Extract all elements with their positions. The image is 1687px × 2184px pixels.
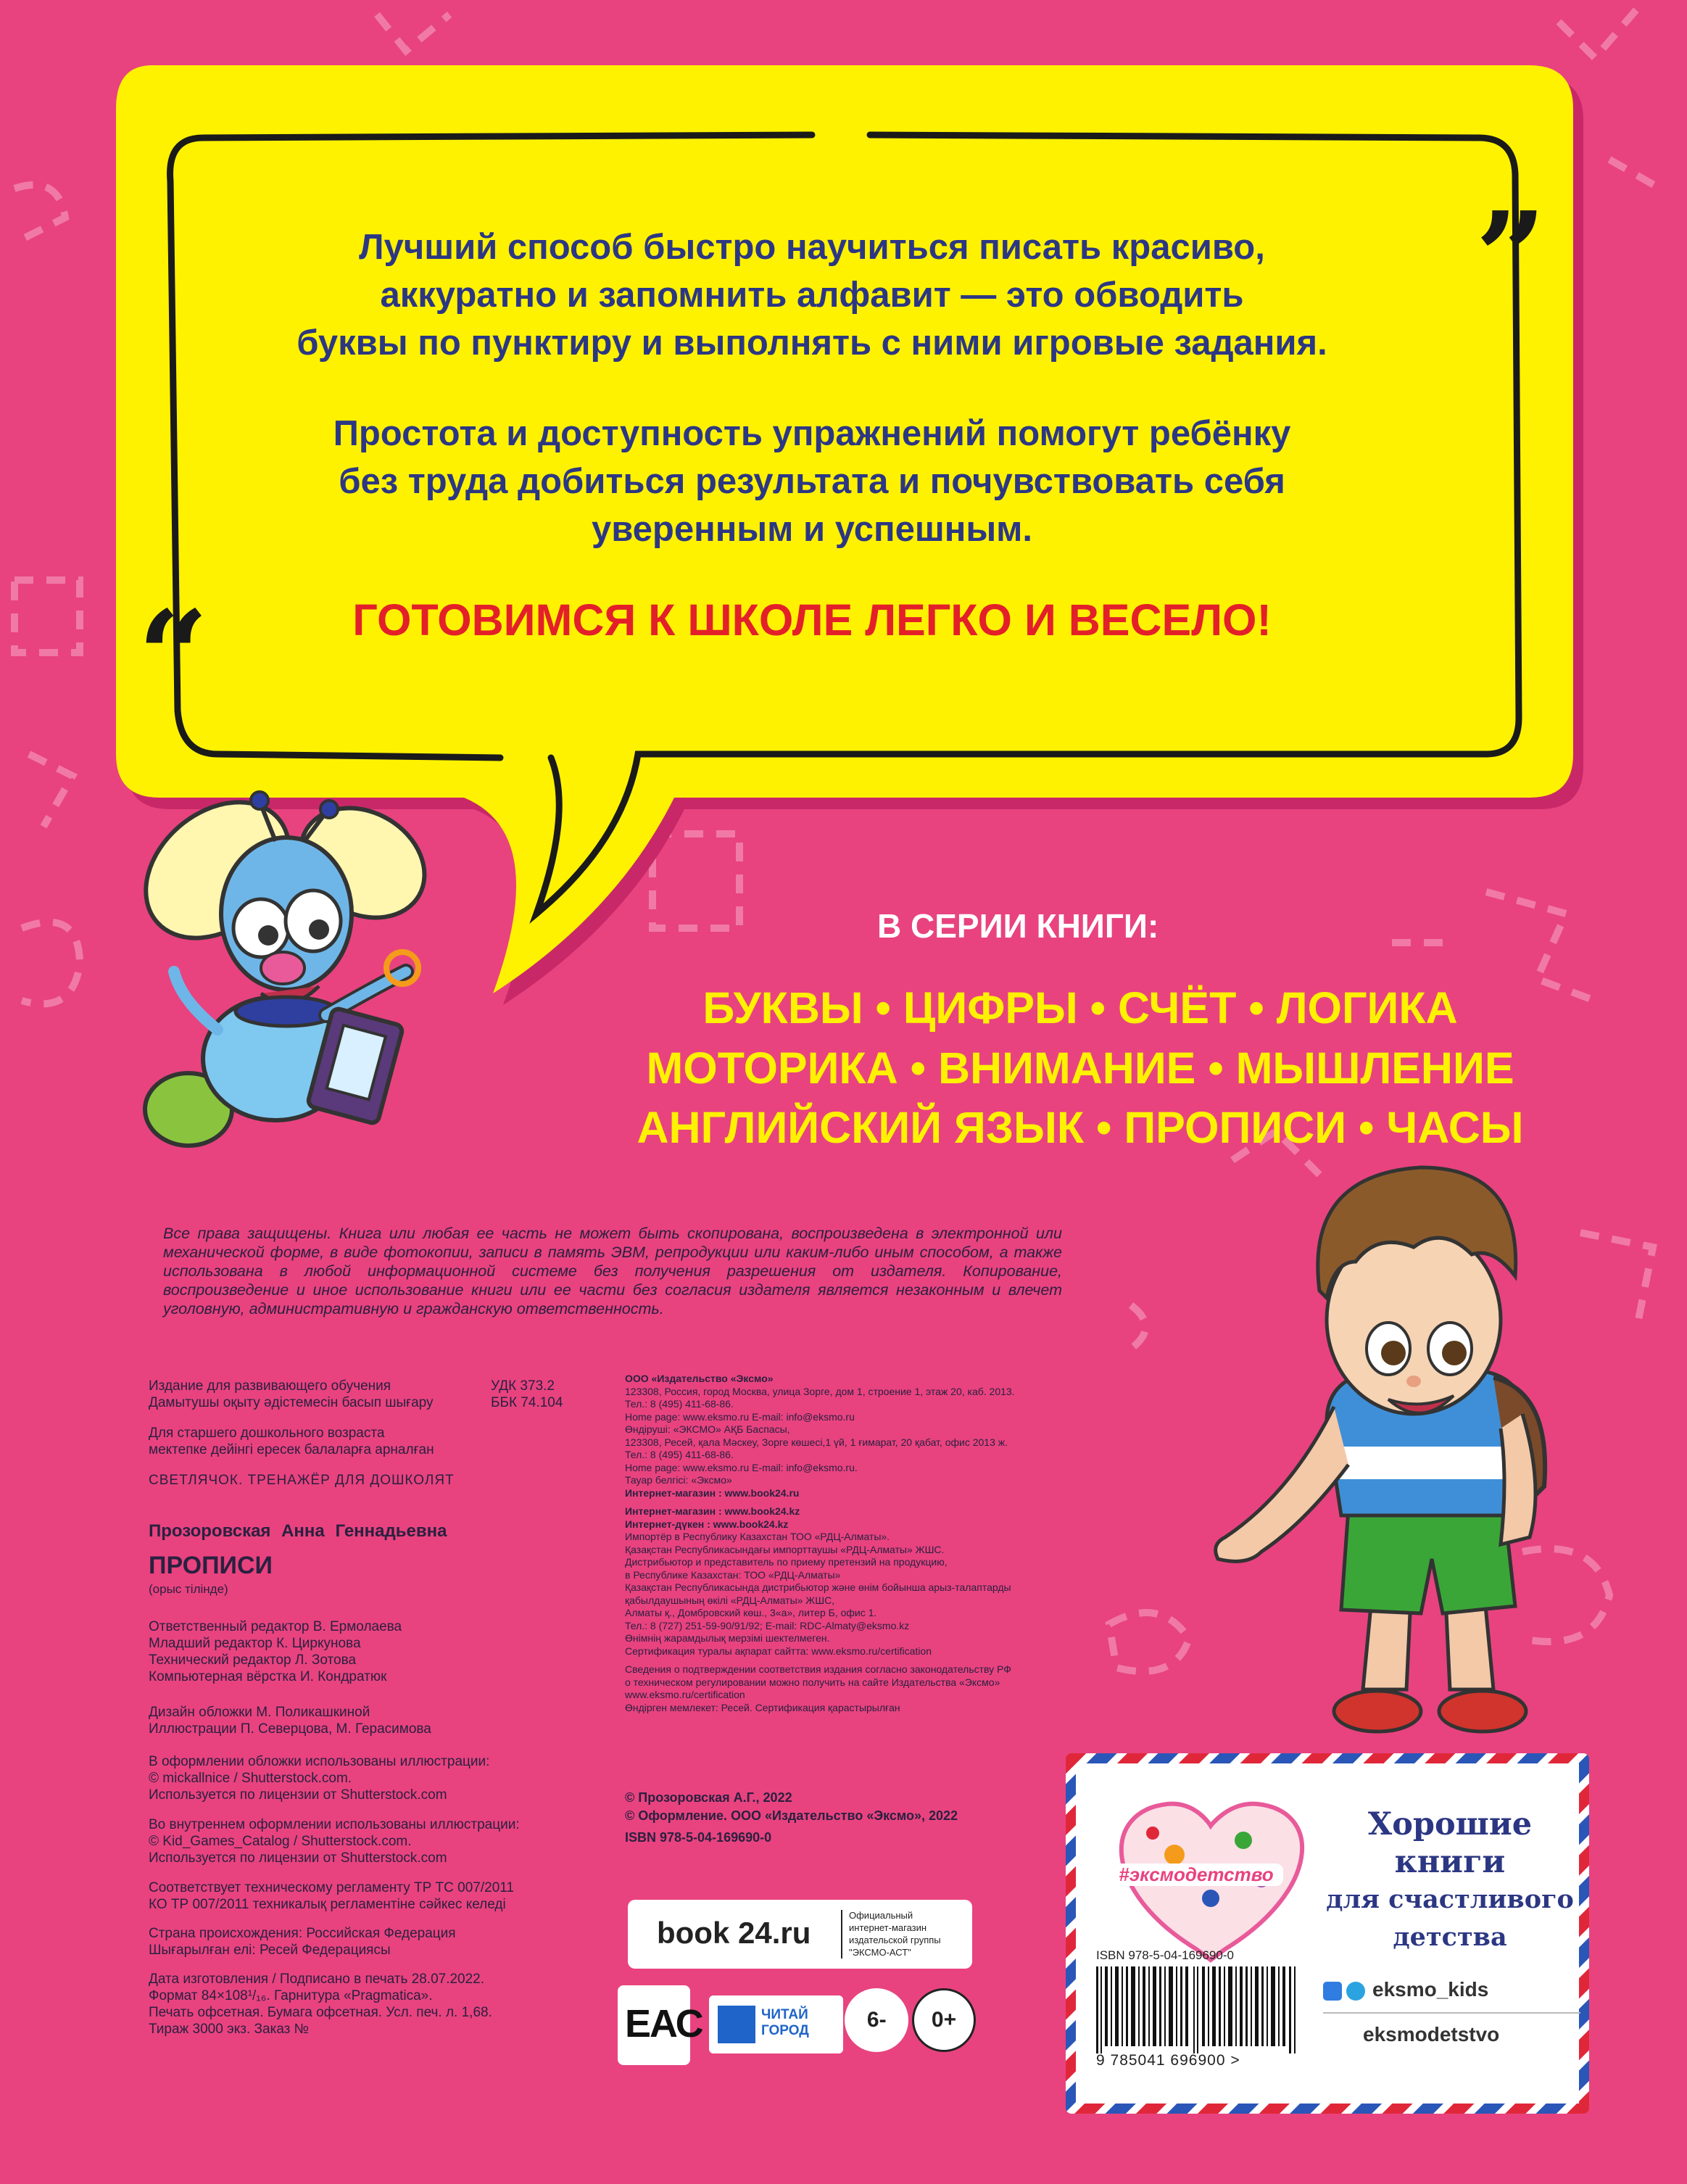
chitai-gorod-line: ГОРОД [761,2023,809,2038]
intro-line: Лучший способ быстро научиться писать красиво, [359,228,1265,267]
production-line: Печать офсетная. Бумага офсетная. Усл. печ. л. 1,68. [149,2005,492,2020]
book-title: ПРОПИСИ [149,1552,273,1579]
audience [149,1425,434,1458]
book24-desc-line: Официальный [849,1910,913,1921]
promo-line: книги [1394,1844,1506,1880]
importer-line: қабылдаушының өкілі «РДЦ-Алматы» ЖШС, [625,1594,835,1606]
importer-line: Алматы қ., Домбровский көш., 3«а», литер Б, офис 1. [625,1607,877,1618]
publisher-line: Өндіруші: «ЭКСМО» АҚБ Баспасы, [625,1423,790,1435]
classification [491,1378,563,1411]
certification-line: о техническом регулировании можно получить на сайте Издательства «Эксмо» [625,1676,1000,1688]
age-badge-kz-text: 6- [866,2008,887,2032]
importer-line: Дистрибьютор и представитель по приему претензий на продукцию, [625,1556,948,1568]
intro-line: буквы по пунктиру и выполнять с ними игровые задания. [297,323,1327,363]
promo-line: для счастливого [1326,1885,1574,1914]
copyright-line: © Оформление. ООО «Издательство «Эксмо», 2022 [625,1808,958,1823]
staff-line: Технический редактор Л. Зотова [149,1653,357,1668]
inner-illustrations-credit [149,1816,520,1866]
credit-line: © mickallnice / Shutterstock.com. [149,1771,352,1786]
barcode [1096,1966,1299,2053]
language: (орыс тілінде) [149,1582,228,1596]
regulation-line: Соответствует техническому регламенту ТР ТС 007/2011 [149,1880,515,1895]
regulation [149,1879,514,1913]
importer-line: Қазақстан Республикасындағы импорттаушы «РДЦ-Алматы» ЖШС. [625,1543,945,1555]
purpose [149,1378,434,1411]
book24-banner [628,1900,972,1969]
book24-description [849,1909,941,1958]
slogan: ГОТОВИМСЯ К ШКОЛЕ ЛЕГКО И ВЕСЕЛО! [352,595,1272,645]
book24-logo: book 24.ru [657,1916,811,1950]
vk-icon[interactable] [1323,1982,1342,2001]
design-line: Дизайн обложки М. Поликашкиной [149,1705,370,1720]
origin-line: Страна происхождения: Российская Федерация [149,1926,456,1941]
benefit-paragraph [174,410,1450,553]
benefit-line: уверенным и успешным. [591,510,1033,549]
closing-quote-icon: ” [1475,185,1546,330]
online-shop: Интернет-магазин : www.book24.kz [625,1505,800,1517]
regulation-line: КО ТР 007/2011 техникалық регламентіне сәйкес келеді [149,1897,506,1912]
barcode-number: 9 785041 696900 > [1096,2052,1240,2069]
credit-line: © Kid_Games_Catalog / Shutterstock.com. [149,1834,412,1849]
staff-line: Младший редактор К. Циркунова [149,1636,361,1651]
social-handle-detstvo[interactable]: eksmodetstvo [1363,2023,1500,2046]
series-line: АНГЛИЙСКИЙ ЯЗЫК • ПРОПИСИ • ЧАСЫ [637,1103,1524,1152]
book24-desc-line: издательской группы [849,1935,941,1945]
benefit-line: Простота и доступность упражнений помогут ребёнку [333,414,1291,453]
publisher-line: Home page: www.eksmo.ru E-mail: info@eksmo.ru. [625,1461,858,1473]
chitai-gorod-text [761,2007,809,2039]
online-shop: Интернет-магазин : www.book24.ru [625,1486,800,1499]
chitai-gorod-icon [718,2006,755,2043]
series-name: СВЕТЛЯЧОК. ТРЕНАЖЁР ДЛЯ ДОШКОЛЯТ [149,1473,455,1488]
credit-line: В оформлении обложки использованы иллюстрации: [149,1754,490,1769]
copyright [625,1789,958,1847]
bbk: ББК 74.104 [491,1395,563,1410]
publisher-line: Тел.: 8 (495) 411-68-86. [625,1398,734,1410]
publisher-line: 123308, Россия, город Москва, улица Зорге, дом 1, строение 1, этаж 20, каб. 2013. [625,1385,1015,1397]
design-credits [149,1704,431,1737]
boy-character [1216,1167,1545,1732]
importer-line: Өнімнің жарамдылық мерзімі шектелмеген. [625,1632,830,1644]
publisher-name: ООО «Издательство «Эксмо» [625,1373,774,1384]
isbn: ISBN 978-5-04-169690-0 [625,1830,772,1845]
credit-line: Используется по лицензии от Shutterstock.com [149,1850,447,1866]
design-line: Иллюстрации П. Северцова, М. Герасимова [149,1721,431,1737]
publisher-line: Тел.: 8 (495) 411-68-86. [625,1449,734,1460]
chitai-gorod-logo [709,1995,843,2053]
certification-line: Өндірген мемлекет: Ресей. Сертификация қарастырылған [625,1701,900,1713]
udk: УДК 373.2 [491,1378,555,1394]
publisher-info [625,1373,1074,1714]
author: Прозоровская Анна Геннадьевна [149,1521,447,1541]
audience-line: мектепке дейінгі ересек балаларға арналған [149,1442,434,1457]
publisher-line: Home page: www.eksmo.ru E-mail: info@eksmo.ru [625,1410,855,1423]
production-line: Тираж 3000 экз. Заказ № [149,2022,310,2037]
credit-line: Используется по лицензии от Shutterstock.com [149,1787,447,1803]
hashtag: #эксмодетство [1109,1864,1283,1886]
online-shop: Интернет-дүкен : www.book24.kz [625,1518,789,1530]
purpose-line: Издание для развивающего обучения [149,1378,391,1394]
production [149,1971,492,2038]
book24-desc-line: интернет-магазин [849,1922,927,1933]
certification-line: Сведения о подтверждении соответствия издания согласно законодательству РФ [625,1663,1011,1675]
series-line: БУКВЫ • ЦИФРЫ • СЧЁТ • ЛОГИКА [702,983,1458,1033]
card-isbn: ISBN 978-5-04-169690-0 [1096,1948,1234,1962]
purpose-line: Дамытушы оқыту әдістемесін басып шығару [149,1395,434,1410]
intro-paragraph [174,223,1450,367]
publisher-line: Тауар белгісі: «Эксмо» [625,1474,732,1486]
series-line: МОТОРИКА • ВНИМАНИЕ • МЫШЛЕНИЕ [646,1043,1514,1093]
copyright-line: © Прозоровская А.Г., 2022 [625,1790,792,1805]
telegram-icon[interactable] [1346,1982,1365,2001]
age-badge-ru: 0+ [912,1988,976,2052]
importer-line: Импортёр в Республику Казахстан ТОО «РДЦ-Алматы». [625,1531,890,1542]
book24-desc-line: "ЭКСМО-АСТ" [849,1947,911,1958]
staff-line: Ответственный редактор В. Ермолаева [149,1619,402,1634]
staff-line: Компьютерная вёрстка И. Кондратюк [149,1669,387,1684]
promo-line: Хорошие [1367,1806,1533,1842]
origin [149,1925,456,1958]
certification-line: www.eksmo.ru/certification [625,1689,745,1700]
promo-slogan [1309,1805,1591,1956]
staff [149,1618,402,1685]
audience-line: Для старшего дошкольного возраста [149,1426,385,1441]
importer-line: Қазақстан Республикасында дистрибьютор және өнім бойынша арыз-талаптарды [625,1581,1011,1593]
series-title: В СЕРИИ КНИГИ: [877,907,1159,945]
production-line: Дата изготовления / Подписано в печать 28.07.2022. [149,1972,485,1987]
intro-line: аккуратно и запомнить алфавит — это обводить [380,276,1244,315]
firefly-character [119,774,444,1146]
cover-illustrations-credit [149,1753,489,1803]
production-line: Формат 84×108¹/₁₆. Гарнитура «Pragmatica». [149,1988,433,2003]
opening-quote-icon: “ [138,584,209,729]
social-handle-kids[interactable]: eksmo_kids [1372,1978,1489,2001]
eac-mark-text: ЕАС [625,2002,702,2046]
eac-mark [618,1985,702,2065]
legal-notice: Все права защищены. Книга или любая ее часть не может быть скопирована, воспроизведена в электронной или механической форме, в виде фотокопии, записи в память ЭВМ, репродукции или каким-либо иным способом, а также использована в любой информационной системе без получения разрешения от издателя. Копирование, воспроизведение и иное использование книги или ее части без согласия издателя является незаконным и влечет уголовную, административную и гражданскую ответственность. [163,1225,1062,1318]
credit-line: Во внутреннем оформлении использованы иллюстрации: [149,1817,520,1832]
publisher-line: 123308, Ресей, қала Мәскеу, Зорге көшесі,1 үй, 1 ғимарат, 20 қабат, офис 2013 ж. [625,1436,1008,1448]
importer-line: в Республике Казахстан: ТОО «РДЦ-Алматы» [625,1568,841,1581]
origin-line: Шығарылған елі: Ресей Федерациясы [149,1943,391,1958]
promo-line: детства [1393,1922,1507,1952]
importer-line: Сертификация туралы ақпарат сайтта: www.eksmo.ru/certification [625,1645,932,1657]
chitai-gorod-line: ЧИТАЙ [761,2007,808,2022]
importer-line: Тел.: 8 (727) 251-59-90/91/92; E-mail: RDC-Almaty@eksmo.kz [625,1619,910,1631]
benefit-line: без труда добиться результата и почувствовать себя [339,462,1285,501]
